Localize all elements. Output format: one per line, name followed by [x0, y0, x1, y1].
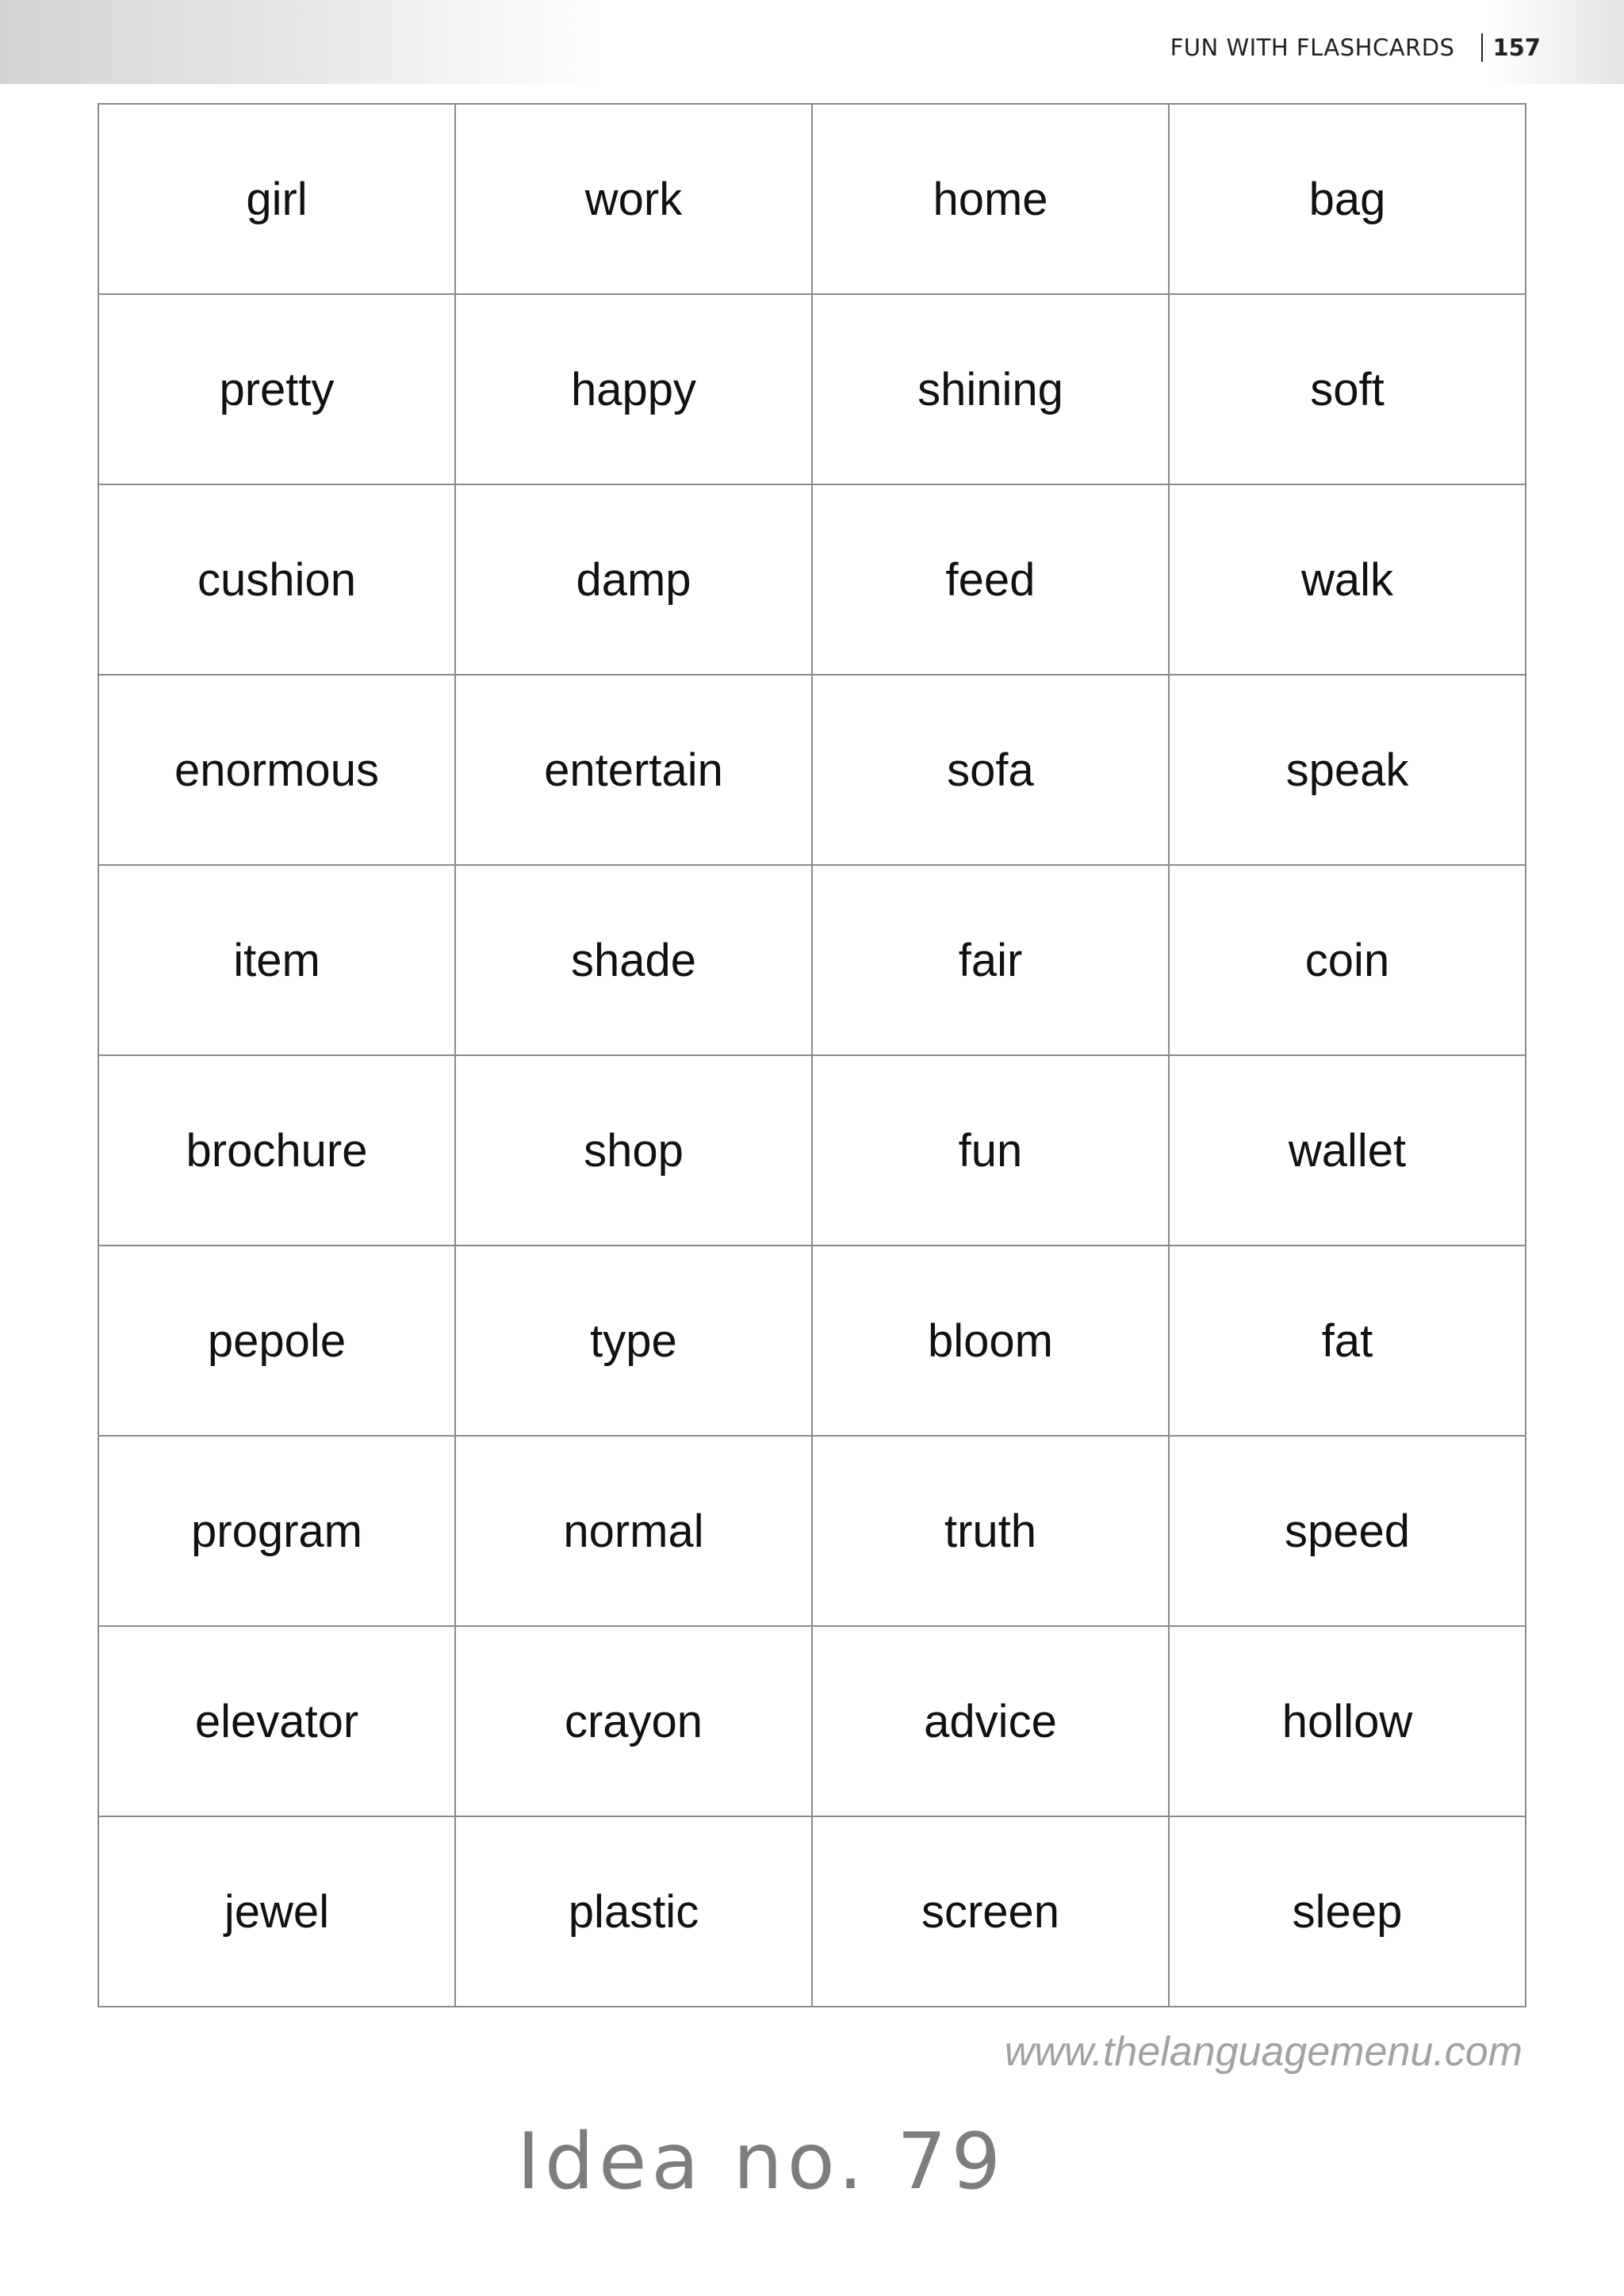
flashcard: fat [1169, 1246, 1526, 1436]
flashcard: brochure [98, 1055, 455, 1246]
flashcard: screen [812, 1816, 1169, 2007]
flashcard: coin [1169, 865, 1526, 1055]
flashcard: speed [1169, 1436, 1526, 1626]
page-number: 157 [1492, 34, 1541, 61]
flashcard: pretty [98, 294, 455, 484]
flashcard-row [98, 1055, 1526, 1246]
flashcard: shining [812, 294, 1169, 484]
flashcard-row [98, 294, 1526, 484]
flashcard-row [98, 484, 1526, 675]
flashcard: elevator [98, 1626, 455, 1816]
flashcard: program [98, 1436, 455, 1626]
flashcard: truth [812, 1436, 1169, 1626]
flashcard-row [98, 865, 1526, 1055]
flashcard: fair [812, 865, 1169, 1055]
flashcard-row [98, 1816, 1526, 2007]
flashcard-row [98, 104, 1526, 294]
flashcard: speak [1169, 675, 1526, 865]
flashcard: pepole [98, 1246, 455, 1436]
flashcard: damp [455, 484, 812, 675]
flashcard: fun [812, 1055, 1169, 1246]
flashcard: enormous [98, 675, 455, 865]
flashcard: hollow [1169, 1626, 1526, 1816]
flashcard: bag [1169, 104, 1526, 294]
flashcard: work [455, 104, 812, 294]
flashcard: home [812, 104, 1169, 294]
flashcard: normal [455, 1436, 812, 1626]
flashcard: shade [455, 865, 812, 1055]
flashcard: wallet [1169, 1055, 1526, 1246]
flashcard: feed [812, 484, 1169, 675]
flashcard: shop [455, 1055, 812, 1246]
flashcard: cushion [98, 484, 455, 675]
flashcard-grid [98, 103, 1526, 2007]
idea-label: Idea no. 79 [517, 2117, 1005, 2207]
flashcard-row [98, 1246, 1526, 1436]
flashcard-row [98, 675, 1526, 865]
flashcard: jewel [98, 1816, 455, 2007]
flashcard: girl [98, 104, 455, 294]
flashcard: item [98, 865, 455, 1055]
running-title: FUN WITH FLASHCARDS [1170, 34, 1455, 61]
flashcard: type [455, 1246, 812, 1436]
flashcard: walk [1169, 484, 1526, 675]
flashcard: plastic [455, 1816, 812, 2007]
flashcard-row [98, 1436, 1526, 1626]
website-url: www.thelanguagemenu.com [1004, 2029, 1522, 2075]
flashcard: happy [455, 294, 812, 484]
flashcard: entertain [455, 675, 812, 865]
flashcard: sofa [812, 675, 1169, 865]
flashcard: sleep [1169, 1816, 1526, 2007]
page-header [1170, 24, 1541, 71]
flashcard: crayon [455, 1626, 812, 1816]
flashcard: soft [1169, 294, 1526, 484]
flashcard: bloom [812, 1246, 1169, 1436]
flashcard: advice [812, 1626, 1169, 1816]
flashcard-row [98, 1626, 1526, 1816]
header-divider [1481, 33, 1483, 62]
